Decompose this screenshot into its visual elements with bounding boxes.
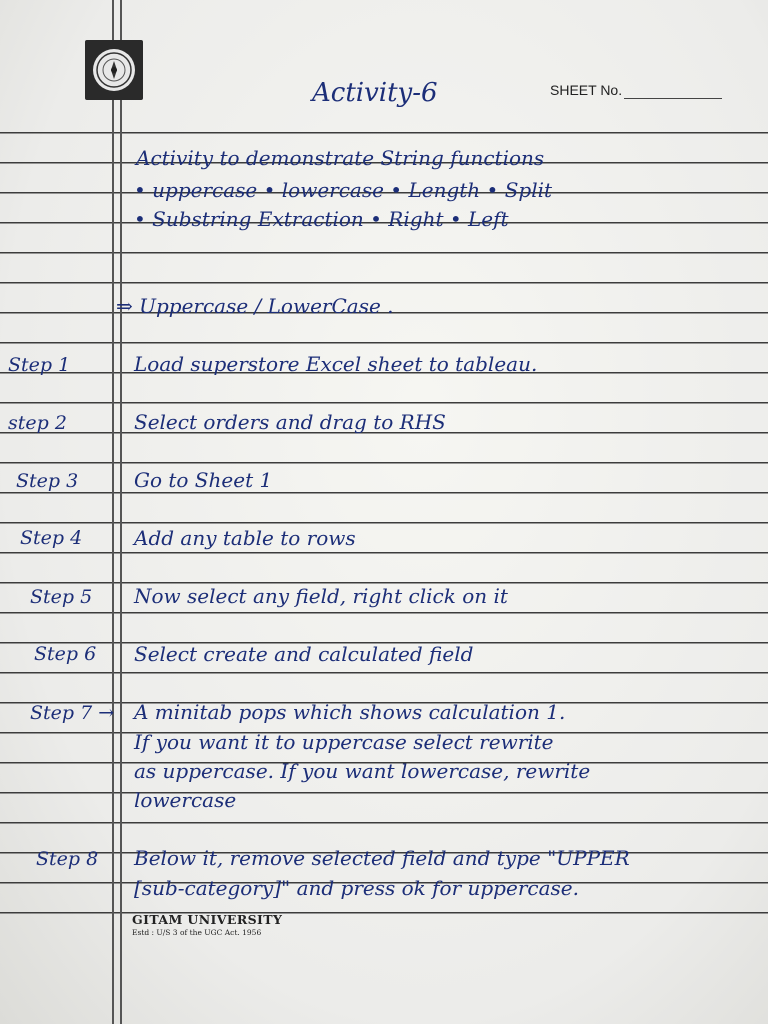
functions-list-line-1: • uppercase • lowercase • Length • Split: [134, 178, 553, 202]
step-7-line-4: lowercase: [134, 788, 237, 812]
step-2-text: Select orders and drag to RHS: [134, 410, 446, 434]
step-7-line-1: A minitab pops which shows calculation 1.: [134, 700, 566, 724]
functions-list-line-2: • Substring Extraction • Right • Left: [134, 207, 509, 231]
step-4-text: Add any table to rows: [134, 526, 356, 550]
step-6-label: Step 6: [34, 643, 97, 665]
university-subtitle: Estd : U/S 3 of the UGC Act. 1956: [132, 928, 262, 937]
step-8-label: Step 8: [36, 848, 99, 870]
step-1-label: Step 1: [8, 354, 71, 376]
step-3-label: Step 3: [16, 470, 79, 492]
university-seal-icon: [85, 40, 143, 100]
step-1-text: Load superstore Excel sheet to tableau.: [134, 352, 538, 376]
step-7-line-2: If you want it to uppercase select rewrite: [134, 730, 554, 754]
activity-heading: Activity to demonstrate String functions: [136, 146, 545, 170]
step-2-label: step 2: [8, 412, 67, 434]
step-4-label: Step 4: [20, 527, 83, 549]
step-6-text: Select create and calculated field: [134, 642, 474, 666]
step-3-text: Go to Sheet 1: [134, 468, 273, 492]
margin-line-left: [112, 0, 114, 1024]
sheet-no-label: SHEET No.: [550, 82, 623, 98]
sheet-no-blank: [624, 98, 722, 99]
university-name: GITAM UNIVERSITY: [132, 912, 283, 927]
step-7-line-3: as uppercase. If you want lowercase, rewrite: [134, 759, 591, 783]
step-8-line-1: Below it, remove selected field and type "UPPER: [134, 846, 630, 870]
step-5-text: Now select any field, right click on it: [134, 584, 508, 608]
step-7-label: Step 7 →: [30, 702, 115, 724]
margin-line-right: [120, 0, 122, 1024]
page-title: Activity-6: [312, 78, 438, 108]
step-8-line-2: [sub-category]" and press ok for uppercase.: [134, 876, 579, 900]
step-5-label: Step 5: [30, 586, 93, 608]
section-heading: ⇒ Uppercase / LowerCase .: [116, 294, 394, 318]
university-footer: [132, 912, 282, 937]
